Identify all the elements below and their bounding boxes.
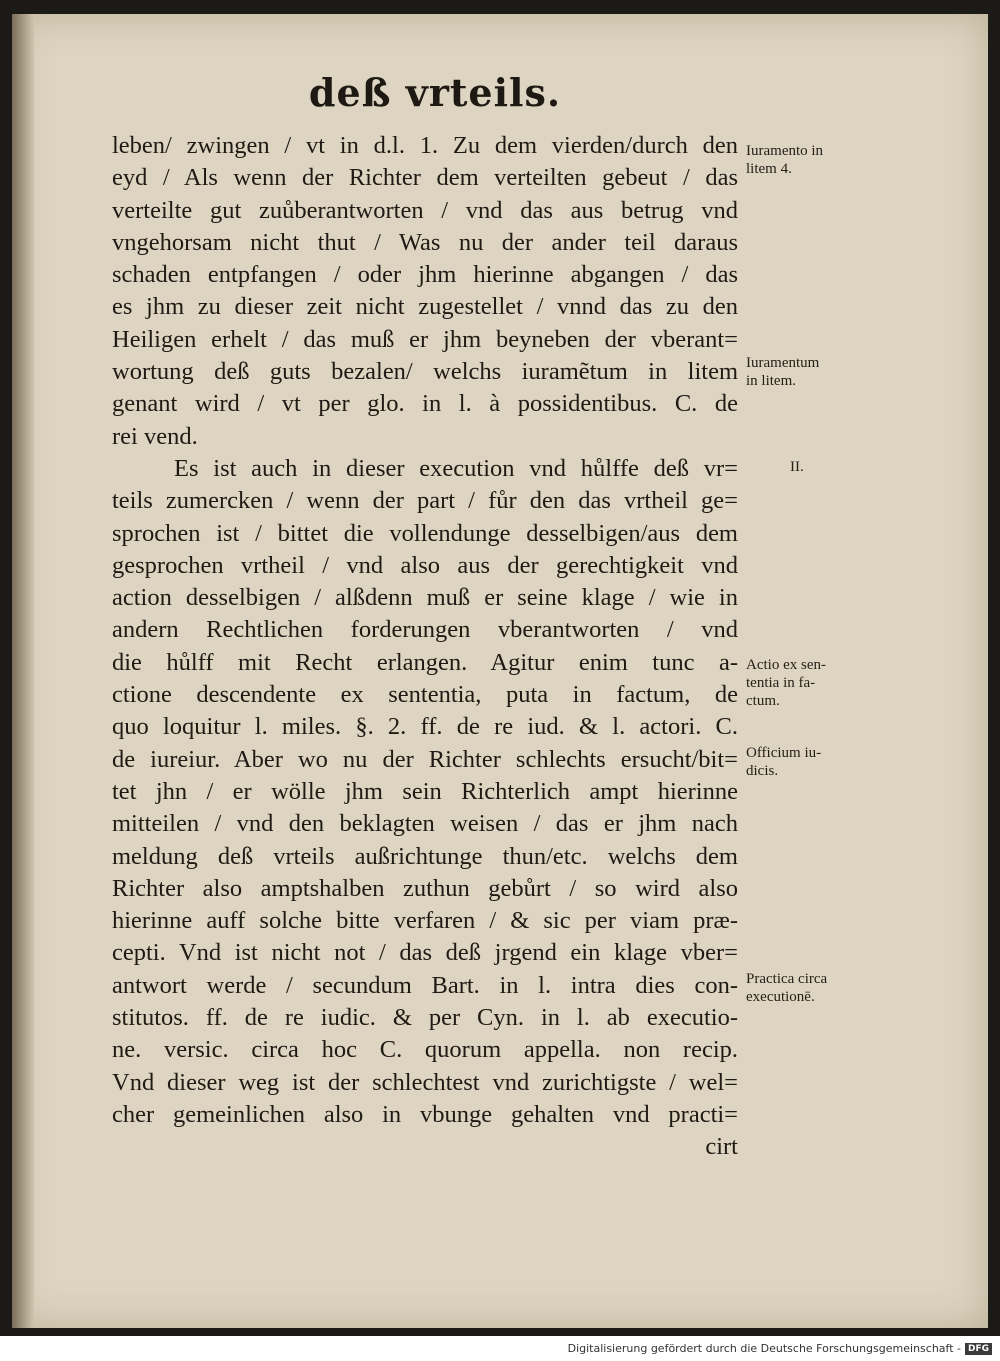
- text-line: ctione descendente ex sententia, puta in factum, de: [112, 681, 738, 709]
- running-head: deß vrteils.: [308, 70, 562, 115]
- margin-note-practica: [746, 970, 881, 1006]
- body-text: [112, 130, 738, 1164]
- text-line: de iureiur. Aber wo nu der Richter schlechts ersucht/bit=: [112, 745, 738, 773]
- margin-note-section-number: [790, 458, 925, 476]
- text-line: Heiligen erhelt / das muß er jhm beyneben der vberant=: [112, 325, 738, 353]
- margin-note-line: executionē.: [746, 989, 815, 1005]
- text-line: teils zumercken / wenn der part / fůr den das vrtheil ge=: [112, 487, 738, 515]
- text-line: verteilte gut zuůberantworten / vnd das aus betrug vnd: [112, 196, 738, 224]
- text-line: rei vend.: [112, 422, 198, 450]
- text-line: mitteilen / vnd den beklagten weisen / das er jhm nach: [112, 810, 738, 838]
- text-line: sprochen ist / bittet die vollendunge desselbigen/aus dem: [112, 519, 738, 547]
- text-line: gesprochen vrtheil / vnd also aus der gerechtigkeit vnd: [112, 551, 738, 579]
- margin-note-line: Actio ex sen-: [746, 657, 826, 673]
- text-line: leben/ zwingen / vt in d.l. 1. Zu dem vierden/durch den: [112, 132, 738, 159]
- text-line: quo loquitur l. miles. §. 2. ff. de re iud. & l. actori. C.: [112, 713, 738, 741]
- digitization-credit: [568, 1342, 992, 1355]
- text-line: die hůlff mit Recht erlangen. Agitur enim tunc a-: [112, 648, 738, 676]
- text-line: ne. versic. circa hoc C. quorum appella. non recip.: [112, 1036, 738, 1064]
- credit-text: Digitalisierung gefördert durch die Deutsche Forschungsgemeinschaft -: [567, 1342, 961, 1355]
- margin-note-iuramentum: [746, 354, 881, 390]
- text-line: Richter also amptshalben zuthun gebůrt / so wird also: [112, 874, 738, 902]
- margin-note-line: Practica circa: [746, 971, 828, 987]
- margin-note-line: litem 4.: [746, 161, 792, 177]
- margin-note-line: Officium iu-: [746, 745, 822, 761]
- margin-note-iuramento: [746, 142, 881, 178]
- margin-note-line: in litem.: [746, 373, 796, 389]
- margin-note-line: dicis.: [746, 763, 779, 779]
- text-line: meldung deß vrteils außrichtunge thun/etc. welchs dem: [112, 842, 738, 870]
- margin-note-officium: [746, 744, 881, 780]
- margin-note-line: Iuramentum: [746, 355, 820, 371]
- text-line: andern Rechtlichen forderungen vberantworten / vnd: [112, 616, 738, 644]
- margin-note-line: Iuramento in: [746, 143, 824, 159]
- text-line: vngehorsam nicht thut / Was nu der ander teil daraus: [112, 228, 738, 256]
- margin-note-line: II.: [790, 459, 804, 475]
- text-line: es jhm zu dieser zeit nicht zugestellet / vnnd das zu den: [112, 293, 738, 321]
- margin-note-line: tentia in fa-: [746, 675, 816, 691]
- margin-note-actio: [746, 656, 881, 710]
- text-line: action desselbigen / alßdenn muß er seine klage / wie in: [112, 584, 738, 612]
- catchword: cirt: [705, 1133, 738, 1161]
- page-gutter: [12, 14, 34, 1328]
- text-line: stitutos. ff. de re iudic. & per Cyn. in l. ab executio-: [112, 1004, 738, 1032]
- text-line: Vnd dieser weg ist der schlechtest vnd zurichtigste / wel=: [112, 1068, 738, 1096]
- text-line: antwort werde / secundum Bart. in l. intra dies con-: [112, 971, 738, 999]
- text-line: tet jhn / er wölle jhm sein Richterlich ampt hierinne: [112, 777, 738, 805]
- text-line: wortung deß guts bezalen/ welchs iuramẽtum in litem: [112, 358, 738, 386]
- margin-note-line: ctum.: [746, 693, 780, 709]
- dfg-logo: DFG: [965, 1343, 992, 1355]
- text-line: cher gemeinlichen also in vbunge gehalten vnd practi=: [112, 1100, 738, 1128]
- text-line: hierinne auff solche bitte verfaren / & sic per viam præ-: [112, 907, 738, 935]
- text-line: genant wird / vt per glo. in l. à possidentibus. C. de: [112, 390, 738, 418]
- text-line: Es ist auch in dieser execution vnd hůlffe deß vr=: [174, 454, 738, 482]
- text-line: schaden entpfangen / oder jhm hierinne abgangen / das: [112, 261, 738, 289]
- text-line: cepti. Vnd ist nicht not / das deß jrgend ein klage vber=: [112, 939, 738, 967]
- text-line: eyd / Als wenn der Richter dem verteilten gebeut / das: [112, 164, 738, 192]
